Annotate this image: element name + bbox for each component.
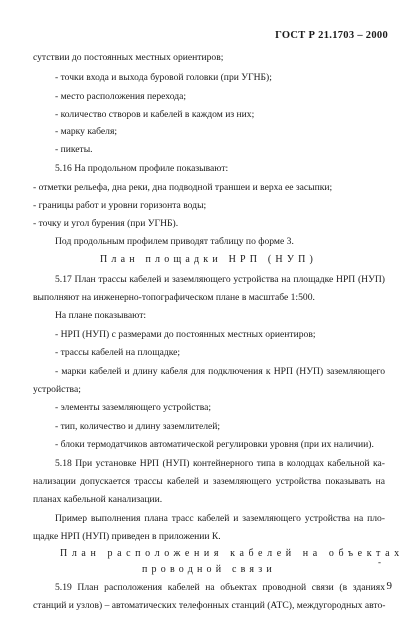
document-header: ГОСТ Р 21.1703 – 2000 xyxy=(275,30,388,41)
list-item: - пикеты. xyxy=(55,144,93,155)
list-item: - марку кабеля; xyxy=(55,126,118,137)
list-item: - место расположения перехода; xyxy=(55,91,187,102)
list-item: - НРП (НУП) с размерами до постоянных местных ориентиров; xyxy=(55,329,316,340)
text-line: Под продольным профилем приводят таблицу по форме 3. xyxy=(55,236,294,247)
stray-mark: - xyxy=(378,557,381,567)
text-line: На плане показывают: xyxy=(55,310,147,321)
page-number: 9 xyxy=(386,580,392,592)
text-line: сутствии до постоянных местных ориентиров; xyxy=(33,52,224,63)
list-item: - блоки термодатчиков автоматической регулировки уровня (при их наличии). xyxy=(55,439,374,450)
text-line: щадке НРП (НУП) приведен в приложении К. xyxy=(33,531,221,542)
section-paragraph: 5.19 План расположения кабелей на объектах проводной связи (в зданиях xyxy=(55,582,385,593)
list-item: - элементы заземляющего устройства; xyxy=(55,402,212,413)
list-item: - тип, количество и длину заземлителей; xyxy=(55,421,221,432)
text-line: нализации допускается трассы кабелей и заземляющего устройства показывать на xyxy=(33,476,385,487)
text-line: планах кабельной канализации. xyxy=(33,494,163,505)
section-heading: План расположения кабелей на объектах xyxy=(60,548,404,559)
list-item: - отметки рельефа, дна реки, дна подводной траншеи и верха ее засыпки; xyxy=(33,182,333,193)
text-line: выполняют на инженерно-топографическом плане в масштабе 1:500. xyxy=(33,292,315,303)
list-item: - количество створов и кабелей в каждом из них; xyxy=(55,109,255,120)
section-heading: проводной связи xyxy=(142,564,276,575)
list-item: - точку и угол бурения (при УГНБ). xyxy=(33,218,179,229)
section-paragraph: 5.16 На продольном профиле показывают: xyxy=(55,163,229,174)
list-item: - точки входа и выхода буровой головки (при УГНБ); xyxy=(55,72,272,83)
list-item: - трассы кабелей на площадке; xyxy=(55,347,181,358)
list-item: - границы работ и уровни горизонта воды; xyxy=(33,200,207,211)
section-paragraph: 5.17 План трассы кабелей и заземляющего устройства на площадке НРП (НУП) xyxy=(55,274,385,285)
text-line: устройства; xyxy=(33,384,81,395)
section-heading: План площадки НРП (НУП) xyxy=(100,254,318,265)
text-line: станций и узлов) – автоматических телефонных станций (АТС), междугородных авто- xyxy=(33,600,386,611)
section-paragraph: 5.18 При установке НРП (НУП) контейнерного типа в колодцах кабельной ка- xyxy=(55,458,385,469)
text-line: Пример выполнения плана трасс кабелей и заземляющего устройства на пло- xyxy=(55,513,385,524)
list-item: - марки кабелей и длину кабеля для подключения к НРП (НУП) заземляющего xyxy=(55,366,385,377)
